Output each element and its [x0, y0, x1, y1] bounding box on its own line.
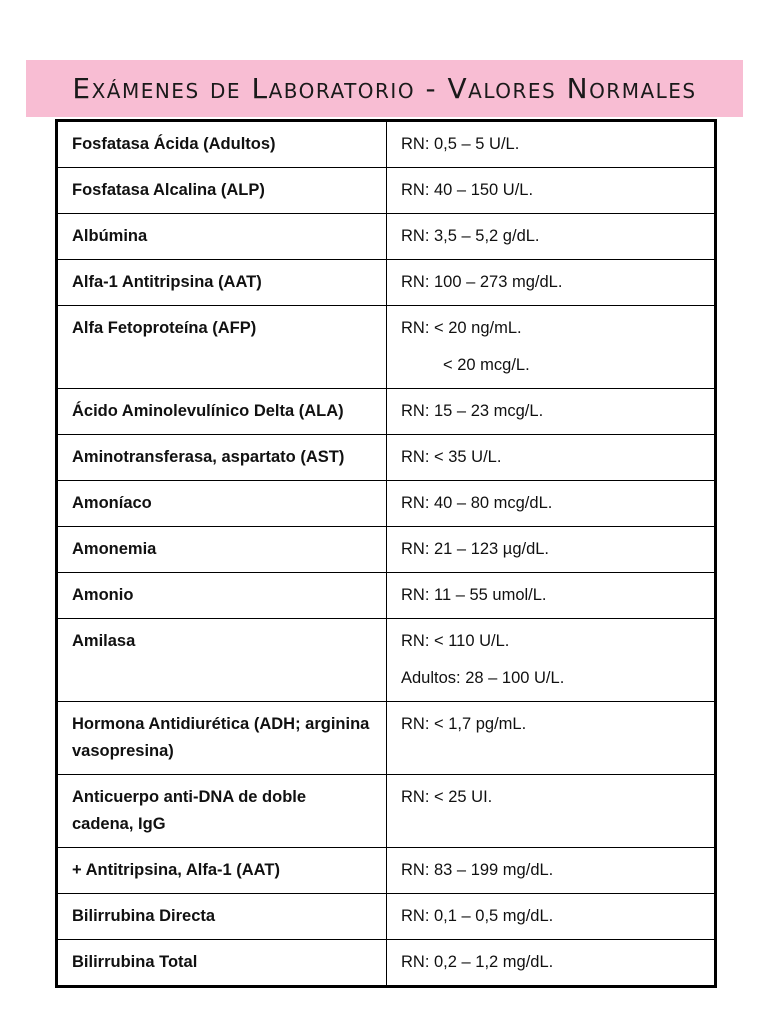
test-value: [387, 848, 716, 894]
value-line: RN: 0,1 – 0,5 mg/dL.: [401, 907, 554, 925]
table-row: [57, 894, 716, 940]
test-name: Amoníaco: [57, 481, 387, 527]
table-row: [57, 168, 716, 214]
test-value: [387, 435, 716, 481]
test-value: [387, 775, 716, 848]
value-line: RN: < 25 UI.: [401, 788, 493, 806]
title-banner: [26, 60, 743, 117]
test-value: [387, 389, 716, 435]
test-name: Fosfatasa Ácida (Adultos): [57, 121, 387, 168]
page-title: Exámenes de Laboratorio - Valores Normales: [72, 72, 697, 105]
value-line: RN: 15 – 23 mcg/L.: [401, 402, 544, 420]
test-name: Amonemia: [57, 527, 387, 573]
test-name: Alfa-1 Antitripsina (AAT): [57, 260, 387, 306]
value-line: RN: < 1,7 pg/mL.: [401, 715, 527, 733]
test-value: [387, 214, 716, 260]
test-value: [387, 573, 716, 619]
test-name: Albúmina: [57, 214, 387, 260]
table-row: [57, 775, 716, 848]
value-line: RN: 21 – 123 µg/dL.: [401, 540, 550, 558]
value-line: RN: < 35 U/L.: [401, 448, 502, 466]
table-row: [57, 848, 716, 894]
value-line: RN: 0,2 – 1,2 mg/dL.: [401, 953, 554, 971]
table-row: [57, 435, 716, 481]
test-name: Amilasa: [57, 619, 387, 702]
value-line: RN: 100 – 273 mg/dL.: [401, 273, 563, 291]
value-line: RN: 40 – 150 U/L.: [401, 181, 534, 199]
test-value: [387, 481, 716, 527]
test-name: Alfa Fetoproteína (AFP): [57, 306, 387, 389]
value-line: RN: 83 – 199 mg/dL.: [401, 861, 554, 879]
test-value: [387, 702, 716, 775]
value-line: RN: 0,5 – 5 U/L.: [401, 135, 520, 153]
table-row: [57, 573, 716, 619]
test-name: Hormona Antidiurética (ADH; arginina vasopresina): [57, 702, 387, 775]
table-row: [57, 940, 716, 987]
test-name: Ácido Aminolevulínico Delta (ALA): [57, 389, 387, 435]
table-row: [57, 260, 716, 306]
test-name: Aminotransferasa, aspartato (AST): [57, 435, 387, 481]
table-row: [57, 306, 716, 389]
table-row: [57, 702, 716, 775]
test-name: Bilirrubina Total: [57, 940, 387, 987]
test-value: [387, 260, 716, 306]
test-value: [387, 527, 716, 573]
test-value: [387, 121, 716, 168]
table-row: [57, 481, 716, 527]
test-name: + Antitripsina, Alfa-1 (AAT): [57, 848, 387, 894]
value-line: RN: 3,5 – 5,2 g/dL.: [401, 227, 540, 245]
test-value: [387, 940, 716, 987]
test-name: Anticuerpo anti-DNA de doble cadena, IgG: [57, 775, 387, 848]
test-value: [387, 894, 716, 940]
lab-values-table: [55, 119, 717, 988]
value-line: < 20 mcg/L.: [443, 356, 530, 374]
table-row: [57, 619, 716, 702]
value-line: RN: < 110 U/L.: [401, 632, 510, 650]
test-value: [387, 619, 716, 702]
value-line: RN: 40 – 80 mcg/dL.: [401, 494, 553, 512]
test-name: Amonio: [57, 573, 387, 619]
test-value: [387, 306, 716, 389]
value-line: RN: < 20 ng/mL.: [401, 319, 522, 337]
table-row: [57, 527, 716, 573]
value-line: RN: 11 – 55 umol/L.: [401, 586, 547, 604]
value-line: Adultos: 28 – 100 U/L.: [401, 669, 565, 687]
table-row: [57, 214, 716, 260]
table-row: [57, 389, 716, 435]
test-name: Fosfatasa Alcalina (ALP): [57, 168, 387, 214]
test-name: Bilirrubina Directa: [57, 894, 387, 940]
table-row: [57, 121, 716, 168]
test-value: [387, 168, 716, 214]
